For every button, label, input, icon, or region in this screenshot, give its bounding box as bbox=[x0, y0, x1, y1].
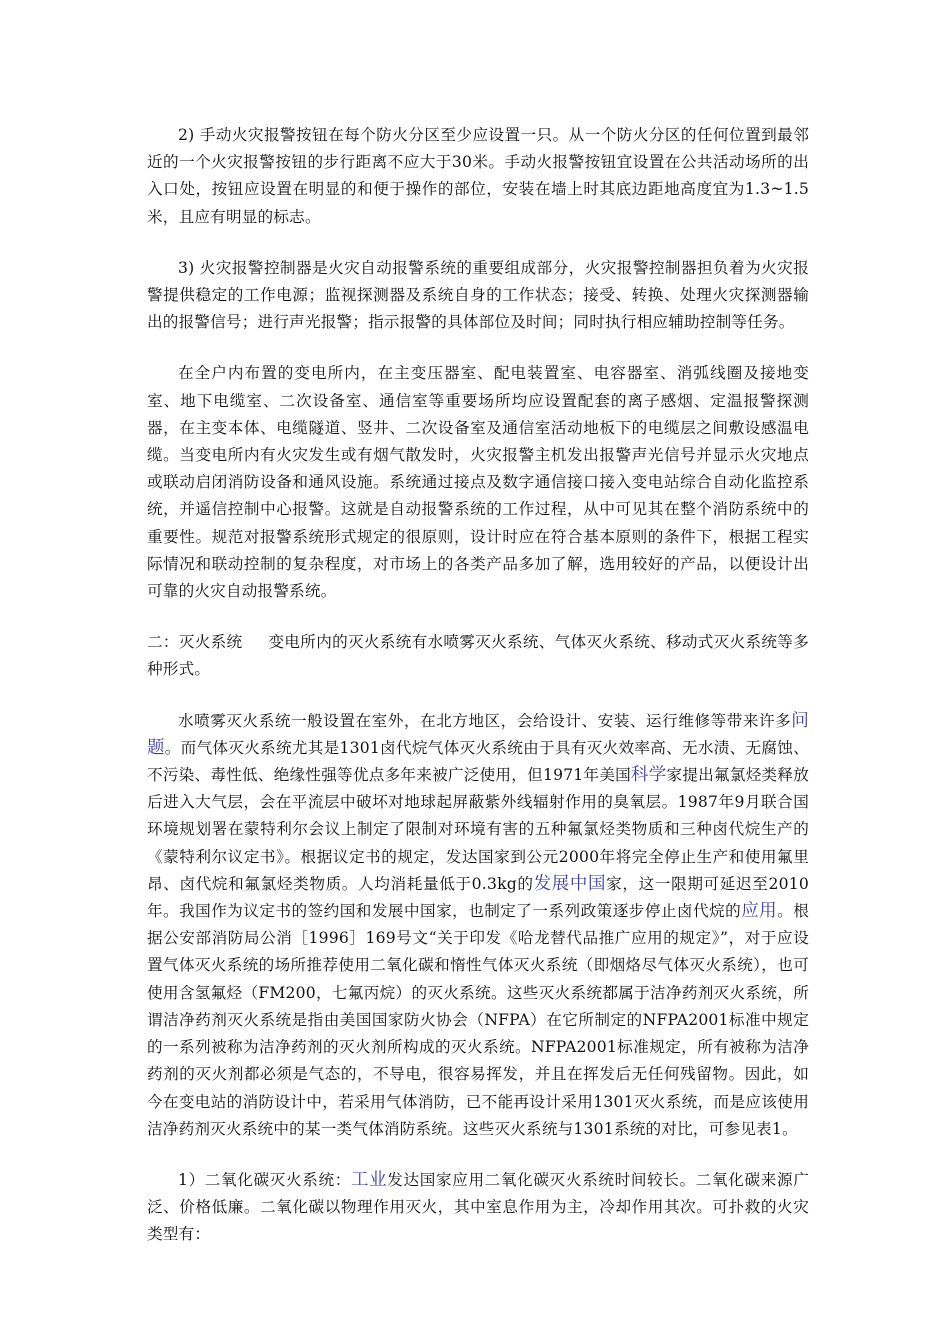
document-page bbox=[147, 122, 809, 1273]
paragraph-text: 2) 手动火灾报警按钮在每个防火分区至少应设置一只。从一个防火分区的任何位置到最邻近的一个火灾报警按钮的步行距离不应大于30米。手动火报警按钮宜设置在公共活动场所的出入口处，按钮应设置在明显的和便于操作的部位，安装在墙上时其底边距地高度宜为1.3~1.5米，且应有明显的标志。 bbox=[147, 126, 809, 226]
paragraph-text: 。根据公安部消防局公消［1996］169号文“关于印发《哈龙替代品推广应用的规定》”，对于应设置气体灭火系统的场所推荐使用二氧化碳和惰性气体灭火系统（即烟烙尽气体灭火系统），也可使用含氢氟烃（FM200，七氟丙烷）的灭火系统。这些灭火系统都属于洁净药剂灭火系统，所谓洁净药剂灭火系统是指由美国国家防火协会（NFPA）在它所制定的NFPA2001标准中规定的一系列被称为洁净药剂的灭火剂所构成的灭火系统。NFPA2001标准规定，所有被称为洁净药剂的灭火剂都必须是气态的，不导电，很容易挥发，并且在挥发后无任何残留物。因此，如今在变电站的消防设计中，若采用气体消防，已不能再设计采用1301灭火系统，而是应该使用洁净药剂灭火系统中的某一类气体消防系统。这些灭火系统与1301系统的对比，可参见表1。 bbox=[147, 902, 809, 1138]
paragraph-text: 3) 火灾报警控制器是火灾自动报警系统的重要组成部分，火灾报警控制器担负着为火灾报警提供稳定的工作电源；监视探测器及系统自身的工作状态；接受、转换、处理火灾探测器输出的报警信号；进行声光报警；指示报警的具体部位及时间；同时执行相应辅助控制等任务。 bbox=[147, 258, 809, 332]
link-wenti[interactable]: 问题 bbox=[147, 710, 809, 758]
link-fazhanzhongguo[interactable]: 发展中国 bbox=[533, 873, 607, 894]
paragraph-manual-alarm-button bbox=[147, 122, 809, 231]
link-kexue[interactable]: 科学 bbox=[631, 765, 667, 786]
paragraph-substation-detectors bbox=[147, 360, 809, 605]
paragraph-text: 1）二氧化碳灭火系统： bbox=[178, 1170, 351, 1189]
paragraph-co2-system bbox=[147, 1167, 809, 1249]
paragraph-text: 家提出氟氯烃类释放后进入大气层，会在平流层中破坏对地球起屏蔽紫外线辐射作用的臭氧层。1987年9月联合国环境规划署在蒙特利尔会议上制定了限制对环境有害的五种氟氯烃类物质和三种卤代烷生产的《蒙特利尔议定书》。根据议定书的规定，发达国家到公元2000年将完全停止生产和使用氟里昂、卤代烷和氟氯烃类物质。人均消耗量低于0.3kg的 bbox=[147, 766, 809, 893]
paragraph-text: 发达国家应用二氧化碳灭火系统时间较长。二氧化碳来源广泛、价格低廉。二氧化碳以物理作用灭火，其中室息作用为主，冷却作用其次。可扑救的火灾类型有： bbox=[147, 1170, 810, 1244]
paragraph-alarm-controller bbox=[147, 255, 809, 337]
section-heading: 二：灭火系统 bbox=[147, 633, 243, 652]
paragraph-water-mist-gas-systems bbox=[147, 708, 809, 1143]
paragraph-text: 水喷雾灭火系统一般设置在室外，在北方地区，会给设计、安装、运行维修等带来许多 bbox=[178, 711, 792, 730]
link-gongye[interactable]: 工业 bbox=[350, 1169, 388, 1190]
paragraph-section-extinguishing bbox=[147, 629, 809, 683]
paragraph-text: 在全户内布置的变电所内，在主变压器室、配电装置室、电容器室、消弧线圈及接地变室、地下电缆室、二次设备室、通信室等重要场所均应设置配套的离子感烟、定温报警探测器，在主变本体、电缆隧道、竖井、二次设备室及通信室活动地板下的电缆层之间敷设感温电缆。当变电所内有火灾发生或有烟气散发时，火灾报警主机发出报警声光信号并显示火灾地点或联动启闭消防设备和通风设施。系统通过接点及数字通信接口接入变电站综合自动化监控系统，并遥信控制中心报警。这就是自动报警系统的工作过程，从中可见其在整个消防系统中的重要性。规范对报警系统形式规定的很原则，设计时应在符合基本原则的条件下，根据工程实际情况和联动控制的复杂程度，对市场上的各类产品多加了解，选用较好的产品，以便设计出可靠的火灾自动报警系统。 bbox=[147, 364, 809, 601]
paragraph-text: 。而气体灭火系统尤其是1301卤代烷气体灭火系统由于具有灭火效率高、无水渍、无腐蚀、不污染、毒性低、绝缘性强等优点多年来被广泛使用，但1971年美国 bbox=[147, 738, 809, 785]
link-yingyong[interactable]: 应用 bbox=[741, 901, 778, 922]
paragraph-text: 家，这一限期可延迟至2010年。我国作为议定书的签约国和发展中国家，也制定了一系列政策逐步停止卤代烷的 bbox=[147, 874, 809, 921]
paragraph-text: 变电所内的灭火系统有水喷雾灭火系统、气体灭火系统、移动式灭火系统等多种形式。 bbox=[147, 633, 809, 679]
